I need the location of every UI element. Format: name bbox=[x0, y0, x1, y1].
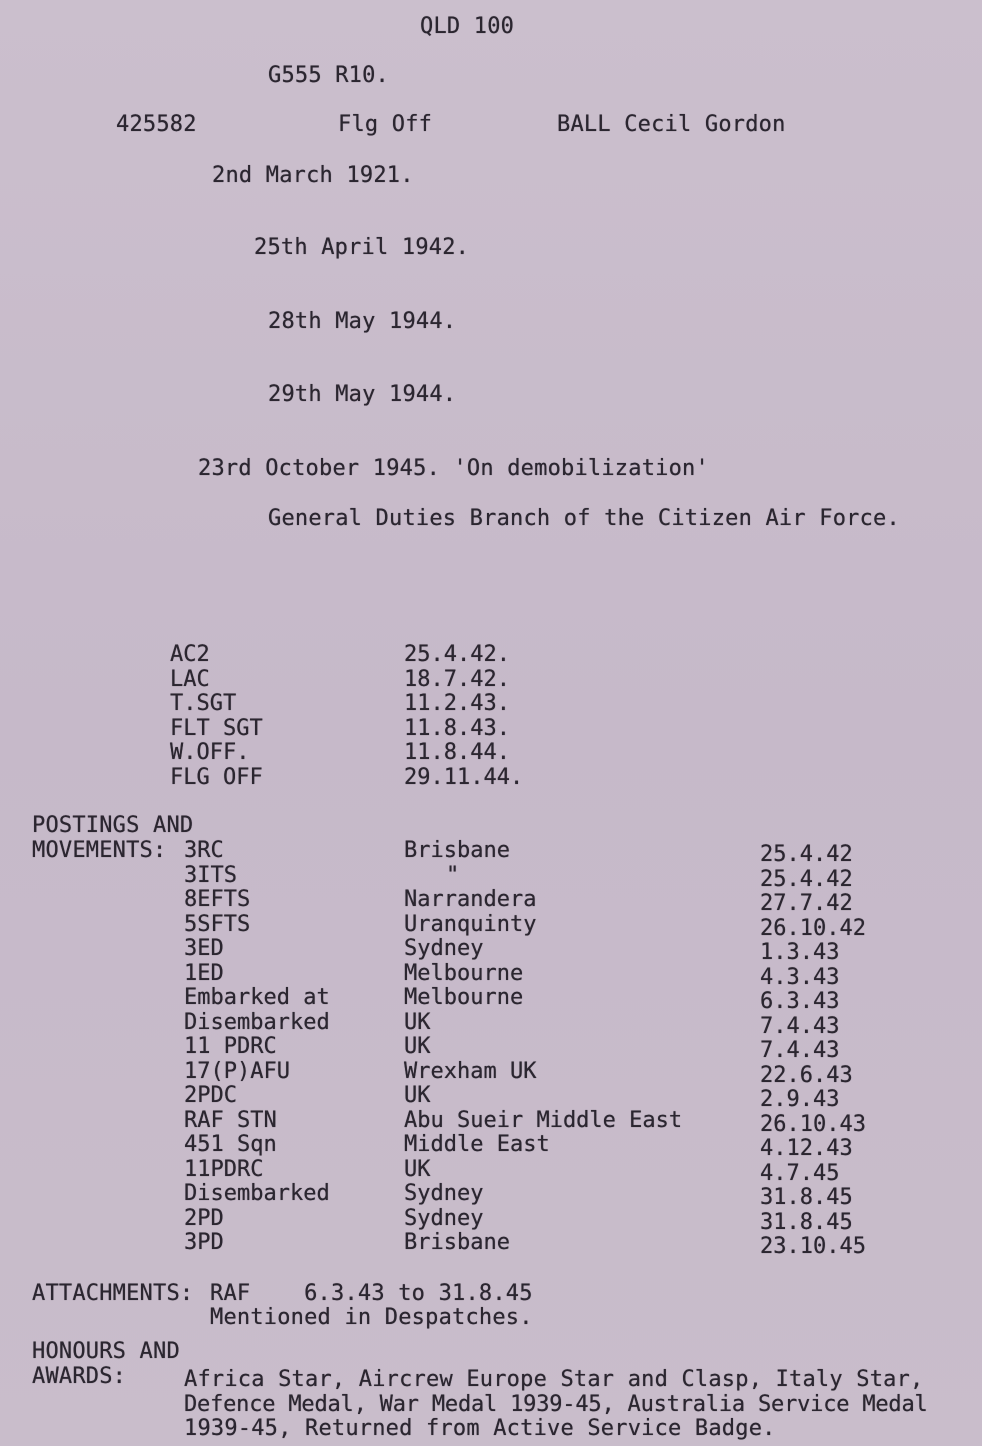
posting-date: 22.6.43 bbox=[760, 1062, 853, 1088]
rank-name: W.OFF. bbox=[170, 740, 250, 765]
attachment-entry: RAF 6.3.43 to 31.8.45 bbox=[210, 1281, 533, 1306]
posting-place: Wrexham UK bbox=[404, 1058, 537, 1084]
posting-unit: 3ITS bbox=[184, 862, 237, 888]
rank-date: 25.4.42. bbox=[404, 642, 510, 667]
rank-date: 11.8.44. bbox=[404, 740, 510, 765]
movements-label: MOVEMENTS: bbox=[32, 838, 167, 863]
posting-places-column bbox=[404, 839, 682, 1256]
rank-date: 29.11.44. bbox=[404, 764, 524, 790]
posting-date: 2.9.43 bbox=[760, 1087, 840, 1112]
posting-date: 7.4.43 bbox=[760, 1038, 840, 1063]
posting-date: 1.3.43 bbox=[760, 940, 840, 965]
service-number: 425582 bbox=[116, 112, 197, 137]
posting-place: Sydney bbox=[404, 936, 484, 961]
rank-name: T.SGT bbox=[170, 691, 237, 716]
file-reference: QLD 100 bbox=[420, 14, 515, 39]
posting-date: 26.10.43 bbox=[760, 1111, 866, 1137]
posting-place: UK bbox=[404, 1009, 431, 1035]
posting-place: UK bbox=[404, 1034, 431, 1059]
rank-name: FLT SGT bbox=[170, 715, 263, 741]
posting-unit: 1ED bbox=[184, 960, 224, 986]
posting-unit: RAF STN bbox=[184, 1107, 277, 1133]
awards-line-1: Africa Star, Aircrew Europe Star and Clasp, Italy Star, bbox=[184, 1367, 924, 1392]
posting-unit: 17(P)AFU bbox=[184, 1058, 290, 1084]
rank-name: AC2 bbox=[170, 642, 210, 667]
posting-date: 7.4.43 bbox=[760, 1013, 840, 1039]
rank-names-column bbox=[170, 643, 263, 790]
posting-unit: 3ED bbox=[184, 936, 224, 961]
posting-place: " bbox=[446, 862, 460, 888]
posting-place: Melbourne bbox=[404, 985, 524, 1010]
posting-place: Brisbane bbox=[404, 838, 510, 863]
rank-date: 18.7.42. bbox=[404, 666, 510, 692]
posting-date: 4.3.43 bbox=[760, 964, 840, 990]
posting-unit: Disembarked bbox=[184, 1181, 330, 1206]
awards-label: AWARDS: bbox=[32, 1364, 127, 1389]
branch: General Duties Branch of the Citizen Air Force. bbox=[268, 506, 900, 531]
rank-dates-column bbox=[404, 643, 523, 790]
posting-place: Middle East bbox=[404, 1132, 550, 1157]
posting-date: 25.4.42 bbox=[760, 842, 853, 867]
posting-units-column bbox=[184, 839, 330, 1256]
posting-place: Brisbane bbox=[404, 1230, 510, 1255]
posting-place: Abu Sueir Middle East bbox=[404, 1107, 683, 1133]
posting-date: 26.10.42 bbox=[760, 915, 866, 941]
rank-name: FLG OFF bbox=[170, 764, 263, 790]
rank-date: 11.8.43. bbox=[404, 715, 510, 741]
despatches-note: Mentioned in Despatches. bbox=[210, 1305, 533, 1330]
date-of-birth: 2nd March 1921. bbox=[212, 163, 414, 188]
posting-place: Melbourne bbox=[404, 960, 524, 986]
posting-place: Uranquinty bbox=[404, 911, 537, 937]
postings-label: POSTINGS AND bbox=[32, 813, 194, 838]
rank-name: LAC bbox=[170, 666, 210, 692]
posting-date: 31.8.45 bbox=[760, 1185, 853, 1210]
posting-place: UK bbox=[404, 1083, 431, 1108]
posting-place: Narrandera bbox=[404, 887, 537, 912]
awards-line-2: Defence Medal, War Medal 1939-45, Australia Service Medal bbox=[184, 1392, 928, 1417]
awards-line-3: 1939-45, Returned from Active Service Badge. bbox=[184, 1416, 776, 1441]
posting-date: 6.3.43 bbox=[760, 989, 840, 1014]
posting-unit: 3PD bbox=[184, 1230, 224, 1255]
posting-unit: Embarked at bbox=[184, 985, 330, 1010]
posting-date: 27.7.42 bbox=[760, 891, 853, 916]
posting-date: 25.4.42 bbox=[760, 866, 853, 892]
posting-unit: 451 Sqn bbox=[184, 1132, 277, 1157]
posting-unit: 3RC bbox=[184, 838, 224, 863]
posting-unit: 5SFTS bbox=[184, 911, 251, 937]
date-entry-1: 28th May 1944. bbox=[268, 309, 457, 334]
posting-unit: 2PD bbox=[184, 1205, 224, 1231]
posting-unit: 11 PDRC bbox=[184, 1034, 277, 1059]
date-entry-2: 29th May 1944. bbox=[268, 382, 457, 407]
member-name: BALL Cecil Gordon bbox=[557, 112, 786, 137]
enlistment-date: 25th April 1942. bbox=[254, 235, 470, 260]
honours-label: HONOURS AND bbox=[32, 1339, 180, 1364]
posting-place: Sydney bbox=[404, 1181, 484, 1206]
posting-date: 31.8.45 bbox=[760, 1209, 853, 1235]
posting-unit: Disembarked bbox=[184, 1009, 330, 1035]
posting-unit: 11PDRC bbox=[184, 1156, 264, 1182]
posting-place: Sydney bbox=[404, 1205, 484, 1231]
posting-date: 4.12.43 bbox=[760, 1136, 853, 1161]
attachments-label: ATTACHMENTS: bbox=[32, 1281, 194, 1306]
posting-dates-column bbox=[760, 843, 866, 1260]
rank-date: 11.2.43. bbox=[404, 691, 510, 716]
posting-place: UK bbox=[404, 1156, 431, 1182]
rank: Flg Off bbox=[338, 112, 433, 137]
posting-unit: 8EFTS bbox=[184, 887, 251, 912]
posting-date: 4.7.45 bbox=[760, 1160, 840, 1186]
series-reference: G555 R10. bbox=[268, 63, 390, 88]
posting-unit: 2PDC bbox=[184, 1083, 237, 1108]
discharge-date: 23rd October 1945. 'On demobilization' bbox=[198, 456, 709, 481]
posting-date: 23.10.45 bbox=[760, 1234, 866, 1259]
